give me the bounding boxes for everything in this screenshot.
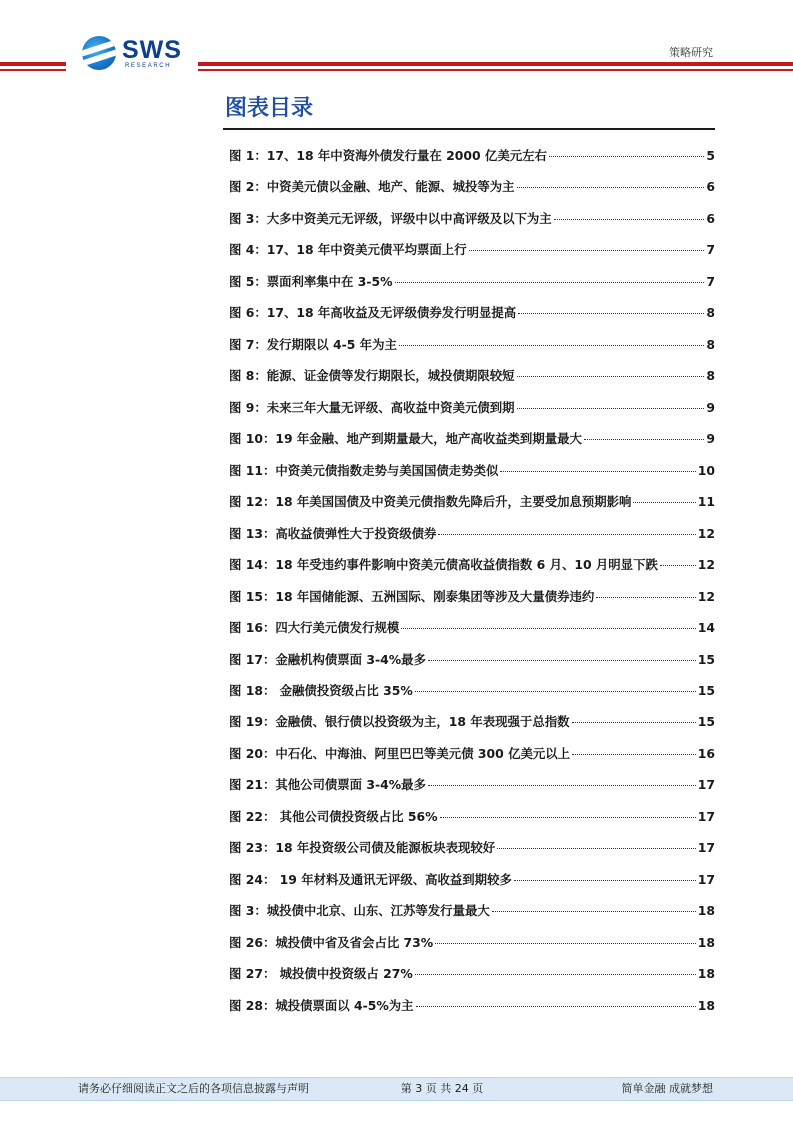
toc-entry[interactable] [229,864,715,895]
header-rule [198,69,793,71]
brand-subtitle: RESEARCH [125,63,172,69]
toc-entry-label: 图 16：四大行美元债发行规模 [229,620,400,636]
toc-entry-label: 图 12：18 年美国国债及中资美元债指数先降后升，主要受加息预期影响 [229,494,632,510]
dot-leader [428,785,696,786]
footer-slogan: 简单金融 成就梦想 [621,1082,713,1095]
toc-entry-label: 图 10：19 年金融、地产到期量最大，地产高收益类到期量最大 [229,431,582,447]
toc-entry-label: 图 17：金融机构债票面 3-4%最多 [229,651,426,667]
toc-entry[interactable] [229,203,715,234]
toc-entry-page: 18 [697,966,715,982]
dot-leader [469,250,705,251]
toc-entry-label: 图 27： 城投债中投资级占 27% [229,966,413,982]
dot-leader [415,974,696,975]
toc-entry[interactable] [229,769,715,800]
toc-entry[interactable] [229,140,715,171]
dot-leader [596,597,695,598]
dot-leader [395,282,705,283]
toc-entry-page: 12 [697,557,715,573]
toc-entry-page: 7 [706,273,715,289]
toc-entry-page: 9 [706,431,715,447]
toc-entry[interactable] [229,549,715,580]
toc-entry-page: 8 [706,305,715,321]
toc-entry[interactable] [229,171,715,202]
dot-leader [428,660,696,661]
toc-entry-page: 18 [697,934,715,950]
toc-entry[interactable] [229,266,715,297]
header-rule [0,69,66,71]
dot-leader [549,156,704,157]
toc-entry-label: 图 21：其他公司债票面 3-4%最多 [229,777,426,793]
dot-leader [554,219,705,220]
toc-entry-page: 17 [697,871,715,887]
toc-entry[interactable] [229,927,715,958]
dot-leader [584,439,704,440]
toc-entry-page: 15 [697,651,715,667]
toc-entry-page: 18 [697,997,715,1013]
toc-entry-page: 12 [697,525,715,541]
header-rule [198,62,793,66]
toc-entry[interactable] [229,644,715,675]
dot-leader [440,817,696,818]
toc-entry-page: 17 [697,840,715,856]
toc-entry[interactable] [229,990,715,1021]
toc-entry-label: 图 11：中资美元债指数走势与美国国债走势类似 [229,462,499,478]
toc-entry[interactable] [229,581,715,612]
toc-entry-label: 图 2：中资美元债以金融、地产、能源、城投等为主 [229,179,515,195]
toc-entry[interactable] [229,675,715,706]
page-number: 第 3 页 共 24 页 [400,1082,484,1095]
toc-entry-label: 图 4：17、18 年中资美元债平均票面上行 [229,242,467,258]
toc-entry[interactable] [229,958,715,989]
toc-entry[interactable] [229,518,715,549]
toc-entry[interactable] [229,329,715,360]
dot-leader [399,345,705,346]
dot-leader [518,313,704,314]
toc-entry[interactable] [229,392,715,423]
toc-entry[interactable] [229,455,715,486]
toc-entry[interactable] [229,706,715,737]
toc-entry-label: 图 7：发行期限以 4-5 年为主 [229,336,397,352]
dot-leader [492,911,696,912]
dot-leader [517,376,705,377]
toc-entry-label: 图 13：高收益债弹性大于投资级债券 [229,525,437,541]
toc-entry[interactable] [229,423,715,454]
toc-entry-label: 图 26：城投债中省及省会占比 73% [229,934,434,950]
brand-name: SWS [122,36,182,64]
toc-entry-page: 6 [706,179,715,195]
toc-entry-label: 图 6：17、18 年高收益及无评级债券发行明显提高 [229,305,517,321]
toc-entry-label: 图 5：票面利率集中在 3-5% [229,273,393,289]
dot-leader [497,848,696,849]
dot-leader [435,943,696,944]
toc-entry-page: 8 [706,368,715,384]
toc-entry[interactable] [229,297,715,328]
toc-entry-page: 11 [697,494,715,510]
toc-entry-label: 图 15：18 年国储能源、五洲国际、刚泰集团等涉及大量债券违约 [229,588,595,604]
toc-entry-label: 图 1：17、18 年中资海外债发行量在 2000 亿美元左右 [229,148,547,163]
dot-leader [415,691,696,692]
toc-entry[interactable] [229,234,715,265]
toc-entry[interactable] [229,738,715,769]
toc-entry-label: 图 9：未来三年大量无评级、高收益中资美元债到期 [229,399,515,415]
toc-entry[interactable] [229,832,715,863]
dot-leader [517,187,705,188]
dot-leader [517,408,705,409]
toc-entry-label: 图 18： 金融债投资级占比 35% [229,682,413,698]
footer-disclaimer: 请务必仔细阅读正文之后的各项信息披露与声明 [78,1082,309,1095]
dot-leader [500,471,695,472]
figure-list [229,140,715,1021]
dot-leader [416,1006,696,1007]
toc-entry-label: 图 24： 19 年材料及通讯无评级、高收益到期较多 [229,871,512,887]
toc-entry-label: 图 23：18 年投资级公司债及能源板块表现较好 [229,840,496,856]
brand-logo [82,36,192,72]
toc-entry-page: 17 [697,777,715,793]
dot-leader [514,880,696,881]
toc-entry-page: 6 [706,210,715,226]
toc-entry[interactable] [229,612,715,643]
toc-entry-page: 17 [697,808,715,824]
toc-entry-page: 14 [697,620,715,636]
page-title: 图表目录 [225,96,314,121]
toc-entry-page: 7 [706,242,715,258]
toc-entry-label: 图 8：能源、证金债等发行期限长，城投债期限较短 [229,368,515,384]
toc-entry-page: 9 [706,399,715,415]
toc-entry-label: 图 14：18 年受违约事件影响中资美元债高收益债指数 6 月、10 月明显下跌 [229,557,658,573]
toc-entry-page: 5 [706,148,715,163]
toc-entry-page: 8 [706,336,715,352]
sws-logo-icon [82,36,116,70]
toc-entry-label: 图 3：城投债中北京、山东、江苏等发行量最大 [229,903,490,919]
toc-entry-page: 15 [697,682,715,698]
dot-leader [633,502,695,503]
dot-leader [401,628,696,629]
dot-leader [572,754,696,755]
toc-entry[interactable] [229,801,715,832]
toc-entry-label: 图 19：金融债、银行债以投资级为主，18 年表现强于总指数 [229,714,570,730]
toc-entry[interactable] [229,895,715,926]
toc-entry[interactable] [229,360,715,391]
section-label: 策略研究 [669,46,713,59]
toc-entry-label: 图 20：中石化、中海油、阿里巴巴等美元债 300 亿美元以上 [229,745,571,761]
header-rule [0,62,66,66]
dot-leader [660,565,696,566]
dot-leader [572,722,696,723]
toc-entry-page: 15 [697,714,715,730]
toc-entry-page: 12 [697,588,715,604]
toc-entry[interactable] [229,486,715,517]
toc-entry-label: 图 22： 其他公司债投资级占比 56% [229,808,438,824]
toc-entry-page: 10 [697,462,715,478]
toc-entry-page: 18 [697,903,715,919]
toc-entry-page: 16 [697,745,715,761]
dot-leader [438,534,695,535]
toc-entry-label: 图 3：大多中资美元无评级，评级中以中高评级及以下为主 [229,210,552,226]
toc-entry-label: 图 28：城投债票面以 4-5%为主 [229,997,414,1013]
title-divider [223,128,715,130]
